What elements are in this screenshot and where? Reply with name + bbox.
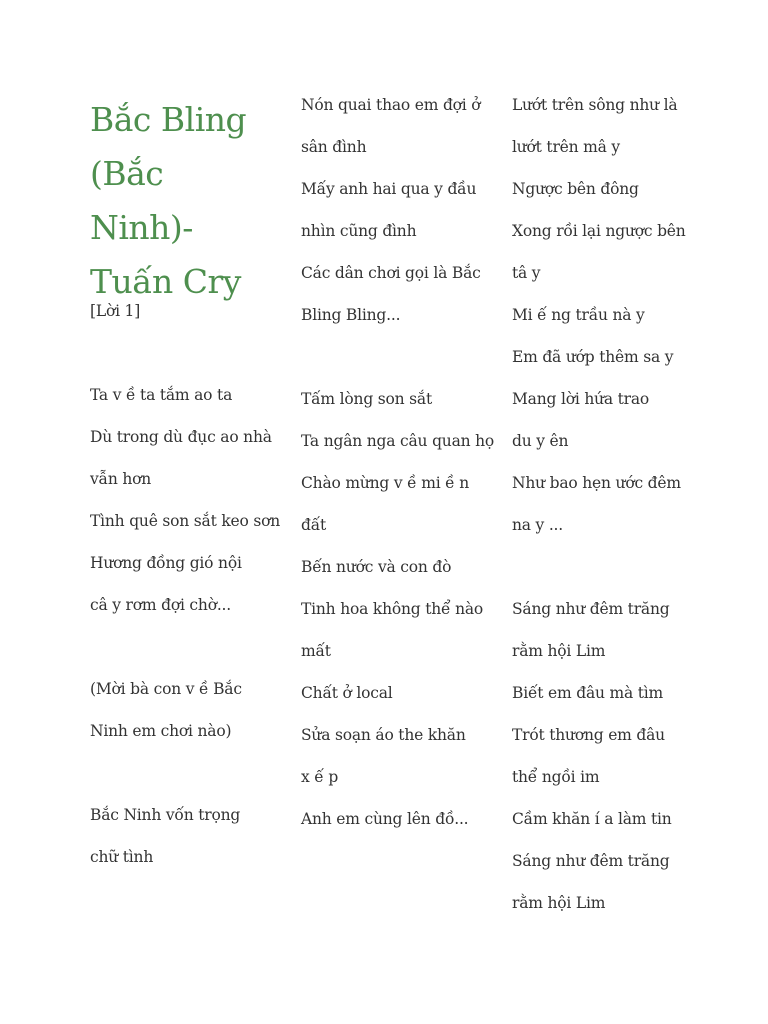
lyric-line: Mang lời hứa trao <box>512 390 650 408</box>
lyric-line: Mấy anh hai qua y đầu <box>301 180 477 198</box>
lyric-line: đất <box>301 516 327 534</box>
lyric-line: Chào mừng v ề mi ề n <box>301 474 470 492</box>
lyric-line: Nón quai thao em đợi ở <box>301 96 481 114</box>
lyric-line: Bến nước và con đò <box>301 558 452 576</box>
lyric-line: sân đình <box>301 138 367 156</box>
lyric-line: Mi ế ng trầu nà y <box>512 306 645 324</box>
lyric-line: Bling Bling... <box>301 306 401 324</box>
lyric-line: Em đã ướp thêm sa y <box>512 348 674 366</box>
lyric-line: x ế p <box>301 768 339 786</box>
lyric-line: Hương đồng gió nội <box>90 554 242 572</box>
lyric-line: du y ên <box>512 432 569 450</box>
lyric-line: Ta ngân nga câu quan họ <box>301 432 495 450</box>
lyric-line: Bắc Ninh vốn trọng <box>90 806 241 824</box>
lyric-line: Cầm khăn í a làm tin <box>512 810 672 828</box>
song-title <box>90 93 270 309</box>
lyric-line: Chất ở local <box>301 684 393 702</box>
lyric-line: Tấm lòng son sắt <box>301 390 433 408</box>
lyric-line: Ninh em chơi nào) <box>90 722 232 740</box>
lyric-line: Trót thương em đâu <box>512 726 665 744</box>
lyric-line: nhìn cũng đình <box>301 222 417 240</box>
lyric-line: tâ y <box>512 264 541 282</box>
lyric-line: Lướt trên sông như là <box>512 96 678 114</box>
lyric-line: Xong rồi lại ngược bên <box>512 222 686 240</box>
lyric-line: Sáng như đêm trăng <box>512 852 670 870</box>
lyric-line: rằm hội Lim <box>512 894 606 912</box>
lyric-line: rằm hội Lim <box>512 642 606 660</box>
lyric-line: Các dân chơi gọi là Bắc <box>301 264 481 282</box>
lyric-line: lướt trên mâ y <box>512 138 620 156</box>
lyric-line: Tình quê son sắt keo sơn <box>90 512 281 530</box>
lyric-line: mất <box>301 642 331 660</box>
lyric-line: Dù trong dù đục ao nhà <box>90 428 272 446</box>
lyric-line: Anh em cùng lên đồ... <box>301 810 469 828</box>
lyric-line: Như bao hẹn ước đêm <box>512 474 681 492</box>
lyric-line: Sửa soạn áo the khăn <box>301 726 466 744</box>
lyric-line: Sáng như đêm trăng <box>512 600 670 618</box>
title-line: (Bắc Ninh)- <box>90 154 193 247</box>
lyric-line: chữ tình <box>90 848 154 866</box>
lyric-line: Ta v ề ta tắm ao ta <box>90 386 233 404</box>
lyric-line: Tinh hoa không thể nào <box>301 600 484 618</box>
title-line: Tuấn Cry <box>90 262 241 301</box>
title-line: Bắc Bling <box>90 100 247 139</box>
lyric-line: (Mời bà con v ề Bắc <box>90 680 242 698</box>
section-label: [Lời 1] <box>90 302 141 320</box>
lyric-line: Biết em đâu mà tìm <box>512 684 664 702</box>
lyric-line: câ y rơm đợi chờ... <box>90 596 232 614</box>
lyric-line: vẫn hơn <box>90 470 152 488</box>
lyric-line: Ngược bên đông <box>512 180 639 198</box>
lyric-line: na y ... <box>512 516 564 534</box>
lyric-line: thể ngồi im <box>512 768 600 786</box>
